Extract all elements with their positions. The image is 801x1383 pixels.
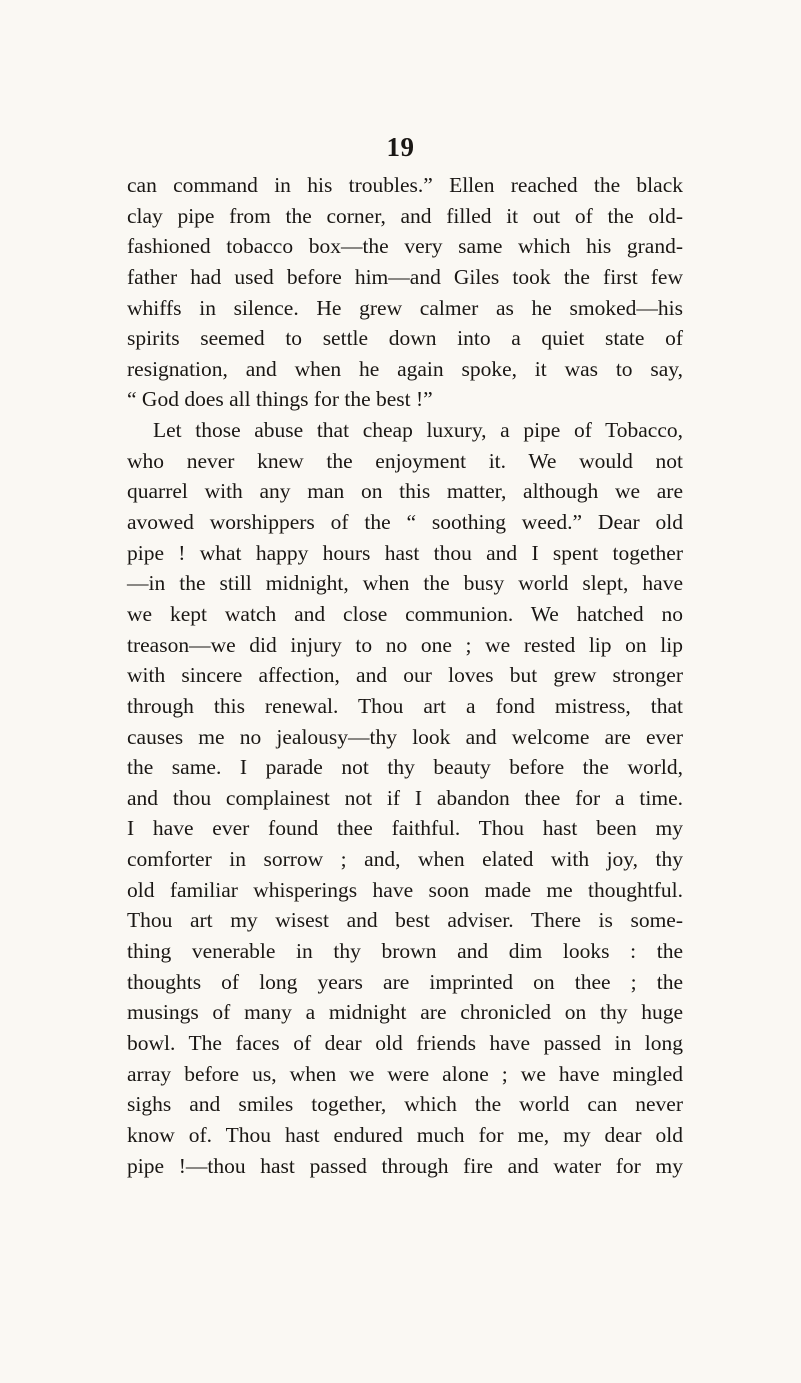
text-line: resignation, and when he again spoke, it was to say, [127, 356, 683, 381]
text-line: quarrel with any man on this matter, although we are [127, 479, 683, 504]
text-line: bowl. The faces of dear old friends have passed in long [127, 1030, 683, 1055]
text-line: array before us, when we were alone ; we have mingled [127, 1061, 683, 1086]
text-line: spirits seemed to settle down into a quiet state of [127, 326, 683, 351]
text-line: who never knew the enjoyment it. We would not [127, 448, 683, 473]
body-text [127, 170, 683, 1181]
text-line: sighs and smiles together, which the world can never [127, 1092, 683, 1117]
text-line: causes me no jealousy—thy look and welcome are ever [127, 724, 683, 749]
text-line: through this renewal. Thou art a fond mistress, that [127, 693, 683, 718]
text-line: comforter in sorrow ; and, when elated with joy, thy [127, 847, 683, 872]
text-line: with sincere affection, and our loves but grew stronger [127, 663, 683, 688]
text-line: musings of many a midnight are chronicled on thy huge [127, 1000, 683, 1025]
text-line: we kept watch and close communion. We hatched no [127, 601, 683, 626]
text-line: thoughts of long years are imprinted on thee ; the [127, 969, 683, 994]
page-number: 19 [386, 132, 415, 162]
text-line: I have ever found thee faithful. Thou hast been my [127, 816, 683, 841]
text-line: father had used before him—and Giles took the first few [127, 264, 683, 289]
text-line: fashioned tobacco box—the very same which his grand- [127, 234, 683, 259]
text-line: avowed worshippers of the “ soothing weed.” Dear old [127, 510, 683, 535]
text-line: —in the still midnight, when the busy world slept, have [127, 571, 683, 596]
text-line: treason—we did injury to no one ; we rested lip on lip [127, 632, 683, 657]
text-line: the same. I parade not thy beauty before the world, [127, 755, 683, 780]
text-line: thing venerable in thy brown and dim looks : the [127, 939, 683, 964]
text-line: pipe ! what happy hours hast thou and I spent together [127, 540, 683, 565]
text-line: know of. Thou hast endured much for me, my dear old [127, 1122, 683, 1147]
text-line: “ God does all things for the best !” [127, 387, 433, 412]
text-line: and thou complainest not if I abandon thee for a time. [127, 785, 683, 810]
text-line: can command in his troubles.” Ellen reached the black [127, 173, 683, 197]
text-line: whiffs in silence. He grew calmer as he smoked—his [127, 295, 683, 320]
text-line: Thou art my wisest and best adviser. There is some- [127, 908, 683, 933]
text-line: Let those abuse that cheap luxury, a pipe of Tobacco, [153, 418, 683, 443]
text-line: clay pipe from the corner, and filled it out of the old- [127, 203, 683, 228]
text-line: old familiar whisperings have soon made me thoughtful. [127, 877, 683, 902]
text-line: pipe !—thou hast passed through fire and water for my [127, 1153, 683, 1178]
